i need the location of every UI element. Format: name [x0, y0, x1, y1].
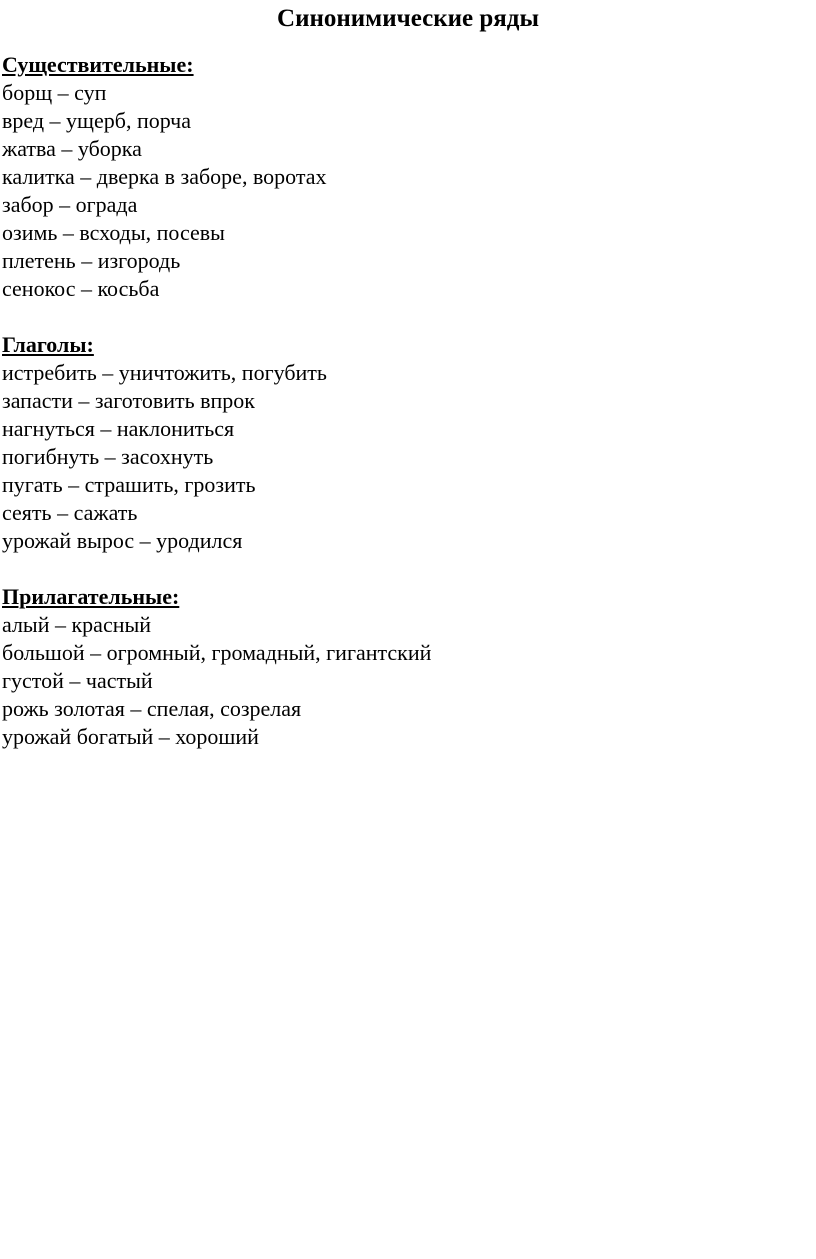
- list-item: сеять – сажать: [2, 500, 138, 525]
- list-item: большой – огромный, громадный, гигантский: [2, 640, 432, 665]
- list-item: урожай богатый – хороший: [2, 724, 259, 749]
- list-item: вред – ущерб, порча: [2, 108, 192, 133]
- list-item: плетень – изгородь: [2, 248, 181, 273]
- list-item: истребить – уничтожить, погубить: [2, 360, 327, 385]
- section-heading-verbs: Глаголы:: [2, 332, 94, 357]
- list-item: алый – красный: [2, 612, 152, 637]
- list-item: озимь – всходы, посевы: [2, 220, 225, 245]
- list-item: нагнуться – наклониться: [2, 416, 235, 441]
- list-item: рожь золотая – спелая, созрелая: [2, 696, 302, 721]
- page-title: Синонимические ряды: [277, 5, 539, 32]
- list-item: погибнуть – засохнуть: [2, 444, 214, 469]
- list-item: пугать – страшить, грозить: [2, 472, 256, 497]
- list-item: густой – частый: [2, 668, 153, 693]
- list-item: запасти – заготовить впрок: [2, 388, 255, 413]
- adjectives-list: [2, 611, 431, 751]
- section-nouns: [2, 51, 327, 303]
- list-item: сенокос – косьба: [2, 276, 160, 301]
- list-item: жатва – уборка: [2, 136, 142, 161]
- nouns-list: [2, 79, 327, 303]
- list-item: урожай вырос – уродился: [2, 528, 243, 553]
- section-heading-nouns: Существительные:: [2, 52, 194, 77]
- section-adjectives: [2, 583, 431, 751]
- list-item: забор – ограда: [2, 192, 138, 217]
- verbs-list: [2, 359, 327, 555]
- list-item: борщ – суп: [2, 80, 107, 105]
- section-heading-adjectives: Прилагательные:: [2, 584, 180, 609]
- list-item: калитка – дверка в заборе, воротах: [2, 164, 327, 189]
- section-verbs: [2, 331, 327, 555]
